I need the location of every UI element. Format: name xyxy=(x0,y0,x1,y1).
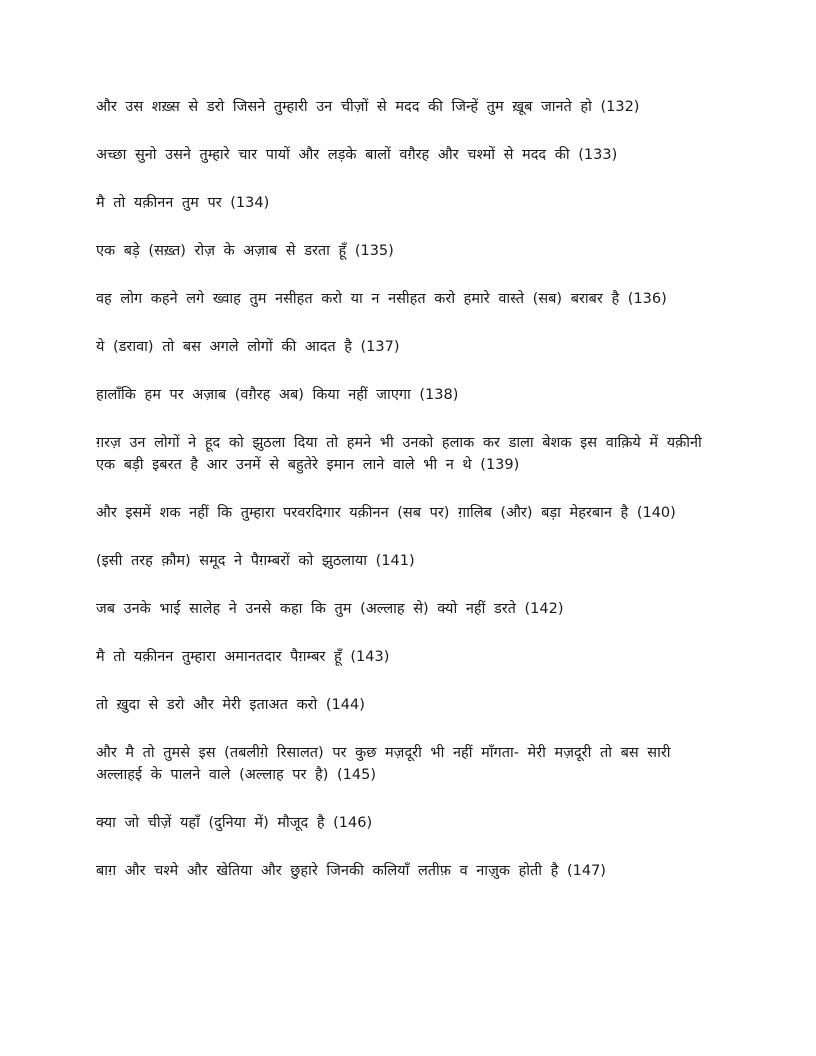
verse-140: और इसमें शक नहीं कि तुम्हारा परवरदिगार यक़ीनन (सब पर) ग़ालिब (और) बड़ा मेहरबान है (140) xyxy=(96,505,676,521)
verse-134: मै तो यक़ीनन तुम पर (134) xyxy=(96,195,270,211)
verse-142: जब उनके भाई सालेह ने उनसे कहा कि तुम (अल्लाह से) क्यो नहीं डरते (142) xyxy=(96,601,564,617)
document-page xyxy=(96,96,720,908)
verse-137: ये (डरावा) तो बस अगले लोगों की आदत है (137) xyxy=(96,339,400,355)
verse-145: और मै तो तुमसे इस (तबलीग़े रिसालत) पर कुछ मज़दूरी भी नहीं माँगता- मेरी मज़दूरी तो बस सारी अल्लाहई के पालने वाले (अल्लाह पर है) (145) xyxy=(96,745,671,783)
verse-138: हालाँकि हम पर अज़ाब (वग़ैरह अब) किया नहीं जाएगा (138) xyxy=(96,387,459,403)
verse-139: ग़रज़ उन लोगों ने हूद को झुठला दिया तो हमने भी उनको हलाक कर डाला बेशक इस वाक़िये में यक़ीनी एक बड़ी इबरत है आर उनमें से बहुतेरे इमान लाने वाले भी न थे (139) xyxy=(96,435,702,473)
verse-132: और उस शख़्स से डरो जिसने तुम्हारी उन चीज़ों से मदद की जिन्हें तुम ख़ूब जानते हो (132) xyxy=(96,99,640,115)
verse-146: क्या जो चीज़ें यहाँ (दुनिया में) मौजूद है (146) xyxy=(96,815,373,831)
verse-143: मै तो यक़ीनन तुम्हारा अमानतदार पैग़म्बर हूँ (143) xyxy=(96,649,390,665)
verse-147: बाग़ और चश्मे और खेतिया और छुहारे जिनकी कलियाँ लतीफ़ व नाज़ुक होती है (147) xyxy=(96,863,606,879)
verse-133: अच्छा सुनो उसने तुम्हारे चार पायों और लड़के बालों वग़ैरह और चश्मों से मदद की (133) xyxy=(96,147,618,163)
verse-135: एक बड़े (सख़्त) रोज़ के अज़ाब से डरता हूँ (135) xyxy=(96,243,394,259)
verse-136: वह लोग कहने लगे ख्वाह तुम नसीहत करो या न नसीहत करो हमारे वास्ते (सब) बराबर है (136) xyxy=(96,291,667,307)
verse-141: (इसी तरह क़ौम) समूद ने पैग़म्बरों को झुठलाया (141) xyxy=(96,553,415,569)
verse-144: तो ख़ुदा से डरो और मेरी इताअत करो (144) xyxy=(96,697,365,713)
